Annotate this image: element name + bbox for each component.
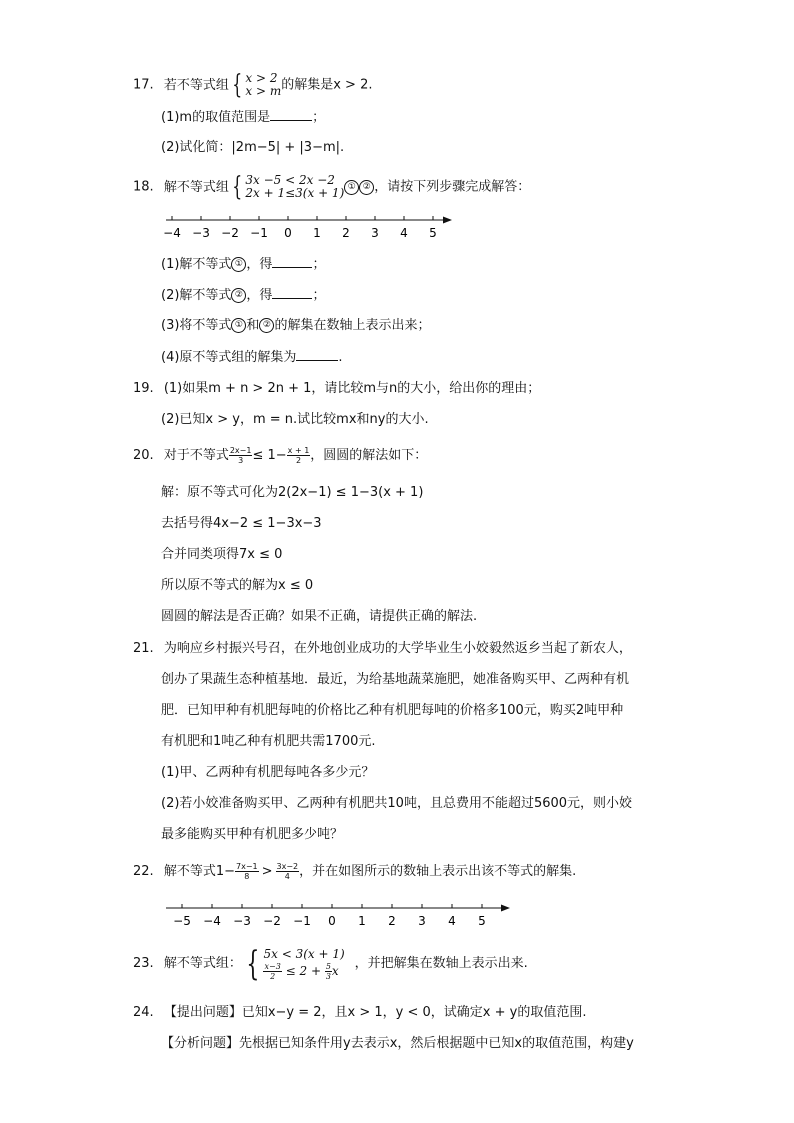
q23-number: 23.	[133, 956, 154, 971]
q20-line3: 合并同类项得7x ≤ 0	[161, 547, 283, 562]
tick-label: 5	[429, 226, 437, 240]
q18-number: 18.	[133, 179, 154, 195]
circle-1: ①	[231, 318, 246, 333]
tick-label: 1	[313, 226, 321, 240]
q17-brace: {	[232, 70, 243, 100]
q23-stem: 23. 解不等式组： { 5x < 3(x + 1) $\frac{x-3}{2}$ ≤ 2 + $\frac{5}{3}$ x ，并把解集在数轴上表示出来.	[133, 943, 528, 984]
q18-step2: (2)解不等式 ② ，得 ；	[161, 288, 326, 303]
tick-label: −3	[192, 226, 210, 240]
q17-system: x > 2 x > m	[245, 71, 282, 98]
q20-number: 20.	[133, 448, 154, 463]
q20-line1: 解：原不等式可化为2(2x−1) ≤ 1−3(x + 1)	[161, 485, 424, 500]
q17-lead: 若不等式组	[163, 77, 229, 93]
circle-2: ②	[231, 288, 246, 303]
fraction: $\frac{7x-1}{8}$	[236, 862, 258, 881]
answer-blank	[296, 348, 338, 361]
q21-part2: (2)若小姣准备购买甲、乙两种有机肥共10吨，且总费用不能超过5600元，则小姣	[161, 796, 633, 811]
q17-part1: (1)m的取值范围是 ；	[161, 110, 326, 125]
tick-label: 4	[448, 914, 456, 928]
tick-label: −1	[250, 226, 268, 240]
q19-part2: (2)已知x > y，m = n.试比较mx和ny的大小.	[161, 412, 429, 427]
q20-stem: 20. 对于不等式 $\frac{2x-1}{3}$ ≤ 1− $\frac{x + 1}{2}$ ，圆圆的解法如下：	[133, 446, 428, 465]
tick-label: 0	[328, 914, 336, 928]
q18-step4: (4)原不等式组的解集为 .	[161, 350, 343, 365]
q18-number-line	[160, 208, 460, 242]
tick-label: −4	[163, 226, 181, 240]
q17-stem	[133, 72, 373, 98]
tick-label: −3	[233, 914, 251, 928]
answer-blank	[270, 108, 312, 121]
fraction: $\frac{2x-1}{3}$	[229, 446, 252, 465]
q18-system: 3x −5 < 2x −2 2x + 1≤3(x + 1)	[245, 173, 345, 200]
tick-label: −2	[221, 226, 239, 240]
q21-number: 21.	[133, 641, 154, 656]
circle-1: ①	[344, 180, 359, 195]
q20-line5: 圆圆的解法是否正确？如果不正确，请提供正确的解法.	[161, 609, 478, 624]
q21-line2: 创办了果蔬生态种植基地．最近，为给基地蔬菜施肥，她准备购买甲、乙两种有机	[161, 672, 630, 687]
tick-label: 5	[478, 914, 486, 928]
tick-label: 3	[371, 226, 379, 240]
circle-1: ①	[231, 257, 246, 272]
tick-label: −1	[293, 914, 311, 928]
tick-label: −5	[173, 914, 191, 928]
q21-line3: 肥．已知甲种有机肥每吨的价格比乙种有机肥每吨的价格多100元，购买2吨甲种	[161, 703, 624, 718]
q20-line4: 所以原不等式的解为x ≤ 0	[161, 578, 314, 593]
q24-number: 24.	[133, 1005, 154, 1020]
q17-number: 17.	[133, 77, 154, 93]
q18-step3: (3)将不等式 ① 和 ② 的解集在数轴上表示出来；	[161, 318, 431, 333]
answer-blank	[272, 255, 312, 268]
q20-line2: 去括号得4x−2 ≤ 1−3x−3	[161, 516, 322, 531]
q22-number-line	[160, 896, 520, 932]
q24-analysis: 【分析问题】先根据已知条件用y去表示x，然后根据题中已知x的取值范围，构建y	[161, 1036, 634, 1051]
tick-label: 2	[342, 226, 350, 240]
q22-stem: 22. 解不等式1− $\frac{7x-1}{8}$ > $\frac{3x-2}{4}$ ，并在如图所示的数轴上表示出该不等式的解集.	[133, 862, 577, 881]
q18-step1: (1)解不等式 ① ，得 ；	[161, 257, 326, 272]
tick-label: 3	[418, 914, 426, 928]
q21-line4: 有机肥和1吨乙种有机肥共需1700元.	[161, 734, 376, 749]
q23-system: 5x < 3(x + 1) $\frac{x-3}{2}$ ≤ 2 + $\frac{5}{3}$ x	[263, 946, 345, 981]
fraction: $\frac{3x-2}{4}$	[276, 862, 299, 881]
tick-label: 1	[358, 914, 366, 928]
q21-stem: 21. 为响应乡村振兴号召，在外地创业成功的大学毕业生小姣毅然返乡当起了新农人，	[133, 641, 632, 656]
q19-stem: 19. (1)如果m + n > 2n + 1，请比较m与n的大小，给出你的理由；	[133, 381, 541, 396]
q18-brace: {	[232, 172, 243, 202]
answer-blank	[272, 286, 312, 299]
q18-lead: 解不等式组	[163, 179, 229, 195]
q19-number: 19.	[133, 381, 154, 396]
tick-label: −2	[263, 914, 281, 928]
tick-label: 4	[400, 226, 408, 240]
q21-part2-cont: 最多能购买甲种有机肥多少吨？	[161, 827, 344, 842]
q23-brace: {	[246, 943, 260, 984]
fraction: $\frac{x + 1}{2}$	[287, 446, 310, 465]
tick-label: 2	[388, 914, 396, 928]
q17-part2: (2)试化简：|2m−5| + |3−m|.	[161, 140, 345, 155]
q18-stem: 18. 解不等式组 { 3x −5 < 2x −2 2x + 1≤3(x + 1) ① ② ，请按下列步骤完成解答：	[133, 172, 531, 202]
tick-label: 0	[284, 226, 292, 240]
q24-stem: 24. 【提出问题】已知x−y = 2，且x > 1，y < 0，试确定x + y的取值范围.	[133, 1005, 587, 1020]
circle-2: ②	[359, 180, 374, 195]
q21-part1: (1)甲、乙两种有机肥每吨各多少元？	[161, 765, 375, 780]
circle-2: ②	[259, 318, 274, 333]
tick-label: −4	[203, 914, 221, 928]
q17-tail: 的解集是x > 2.	[281, 77, 373, 93]
q22-number: 22.	[133, 864, 154, 879]
